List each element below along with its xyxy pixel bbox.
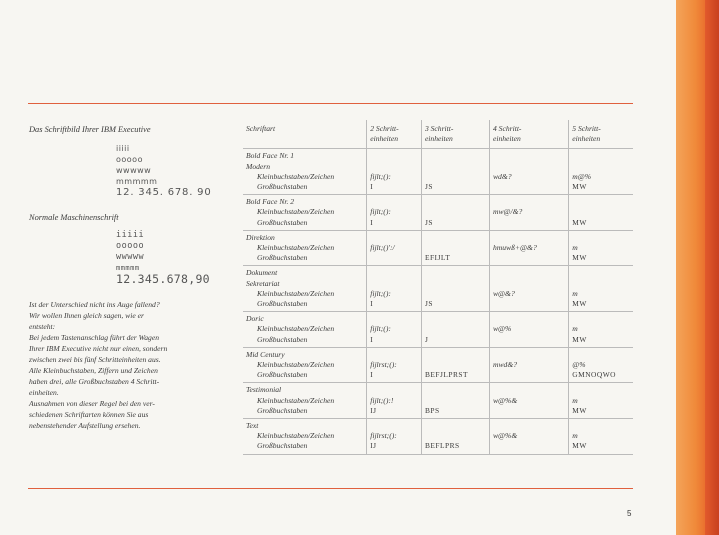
cell-c3 xyxy=(421,195,489,231)
sample-line: ooooo xyxy=(116,241,145,251)
cell-c5 xyxy=(569,149,633,195)
typeface-name: Sekretariat xyxy=(246,278,280,288)
col-header-schriftart: Schriftart xyxy=(243,120,367,149)
normal-title: Normale Maschinenschrift xyxy=(29,213,119,222)
char-list xyxy=(425,360,486,370)
char-category: Kleinbuchstaben/Zeichen xyxy=(257,288,335,298)
explanation-text xyxy=(29,299,219,431)
table-row xyxy=(243,266,633,312)
sample-line: mmmmm xyxy=(116,264,140,272)
char-list: m xyxy=(572,431,578,441)
typeface-cell xyxy=(243,347,367,383)
sample-line: iiiii xyxy=(116,144,130,153)
explanation-line: Bei jedem Tastenanschlag führt der Wagen xyxy=(29,333,159,342)
explanation-line: Alle Kleinbuchstaben, Ziffern und Zeichen xyxy=(29,366,158,375)
char-category: Kleinbuchstaben/Zeichen xyxy=(257,324,335,334)
cell-c2 xyxy=(367,230,422,266)
char-list: I xyxy=(370,182,374,192)
typeface-cell xyxy=(243,383,367,419)
typeface-cell xyxy=(243,230,367,266)
char-list: mw@/&? xyxy=(492,207,523,217)
char-list xyxy=(493,218,565,228)
typeface-name: Doric xyxy=(246,314,264,324)
cell-c4 xyxy=(489,266,568,312)
char-list: MW xyxy=(572,182,587,192)
char-category: Großbuchstaben xyxy=(257,441,308,451)
page-number: 5 xyxy=(627,509,632,518)
char-list: MW xyxy=(572,441,587,451)
char-list: BEFJLPRST xyxy=(424,370,469,380)
bottom-rule xyxy=(28,488,633,489)
sample-number: 12. 345. 678. 90 xyxy=(116,187,212,198)
char-list: MW xyxy=(572,217,587,227)
cell-c4 xyxy=(489,230,568,266)
char-category: Großbuchstaben xyxy=(257,299,308,309)
char-list xyxy=(425,172,486,182)
table-header-row xyxy=(243,120,633,149)
char-list: I xyxy=(370,217,374,227)
typeface-name: Dokument xyxy=(246,268,278,278)
explanation-line: zwischen zwei bis fünf Schritteinheiten aus. xyxy=(29,355,161,364)
typeface-name: Direktion xyxy=(246,232,275,242)
char-list: w@%& xyxy=(492,431,518,441)
char-list: EFIJLT xyxy=(424,253,451,263)
cell-c4 xyxy=(489,383,568,419)
char-list: fijlt;(): xyxy=(370,171,391,181)
dark-page-edge xyxy=(705,0,719,535)
char-list: MW xyxy=(572,334,587,344)
cell-c3 xyxy=(421,383,489,419)
cell-c4 xyxy=(489,347,568,383)
char-list: fijlt;():! xyxy=(370,395,394,405)
char-list: I xyxy=(370,334,374,344)
cell-c2 xyxy=(367,195,422,231)
char-list xyxy=(425,207,486,217)
char-list: JS xyxy=(424,217,433,227)
char-list: m xyxy=(572,395,578,405)
typeface-name: Bold Face Nr. 1 xyxy=(246,151,295,161)
cell-c2 xyxy=(367,149,422,195)
char-list: fijlt;(): xyxy=(370,324,391,334)
char-list: w@&? xyxy=(492,288,515,298)
char-category: Großbuchstaben xyxy=(257,217,308,227)
char-list: fijlt;(): xyxy=(370,288,391,298)
char-list: IJ xyxy=(370,405,377,415)
cell-c3 xyxy=(421,347,489,383)
typeface-name: Mid Century xyxy=(246,349,285,359)
char-category: Großbuchstaben xyxy=(257,253,308,263)
typeface-name: Bold Face Nr. 2 xyxy=(246,197,295,207)
cell-c5 xyxy=(569,230,633,266)
cell-c5 xyxy=(569,383,633,419)
col-header-4: 4 Schritt- einheiten xyxy=(489,120,568,149)
sample-line: wwwww xyxy=(116,166,152,175)
explanation-line: entsteht: xyxy=(29,322,56,331)
char-list: m xyxy=(572,324,578,334)
char-list xyxy=(493,441,565,451)
char-list xyxy=(425,289,486,299)
table-row xyxy=(243,195,633,231)
char-category: Kleinbuchstaben/Zeichen xyxy=(257,243,335,253)
char-list: JS xyxy=(424,299,433,309)
explanation-line: haben drei, alle Großbuchstaben 4 Schritt- xyxy=(29,377,160,386)
char-category: Kleinbuchstaben/Zeichen xyxy=(257,171,335,181)
explanation-line: Ist der Unterschied nicht ins Auge fallend? xyxy=(29,300,160,309)
typeface-cell xyxy=(243,312,367,348)
explanation-line: Ihrer IBM Executive nicht nur einen, sondern xyxy=(29,344,168,353)
cell-c3 xyxy=(421,149,489,195)
explanation-line: Wir wollen Ihnen gleich sagen, wie er xyxy=(29,311,144,320)
executive-sample xyxy=(116,143,219,198)
cell-c5 xyxy=(569,312,633,348)
char-list: JS xyxy=(424,182,433,192)
executive-title: Das Schriftbild Ihrer IBM Executive xyxy=(29,125,151,134)
char-list xyxy=(493,370,565,380)
char-list: mwd&? xyxy=(492,360,518,370)
char-category: Großbuchstaben xyxy=(257,182,308,192)
typeface-name: Modern xyxy=(246,161,271,171)
char-list: GMNOQWO xyxy=(572,370,617,380)
char-list xyxy=(572,207,630,217)
sample-number: 12.345.678,90 xyxy=(116,272,210,286)
char-list xyxy=(493,406,565,416)
char-list: IJ xyxy=(370,441,377,451)
char-list: MW xyxy=(572,253,587,263)
normal-sample xyxy=(116,230,219,285)
char-category: Großbuchstaben xyxy=(257,405,308,415)
explanation-line: einheiten. xyxy=(29,388,59,397)
char-category: Großbuchstaben xyxy=(257,334,308,344)
table-row xyxy=(243,419,633,455)
cell-c4 xyxy=(489,195,568,231)
cell-c3 xyxy=(421,419,489,455)
char-list xyxy=(425,324,486,334)
char-list xyxy=(493,335,565,345)
char-list: fijlrst;(): xyxy=(370,431,397,441)
char-category: Kleinbuchstaben/Zeichen xyxy=(257,207,335,217)
char-category: Kleinbuchstaben/Zeichen xyxy=(257,431,335,441)
char-list: m xyxy=(572,243,578,253)
char-list: fijlt;()':/ xyxy=(370,243,395,253)
typeface-cell xyxy=(243,419,367,455)
cell-c5 xyxy=(569,419,633,455)
top-rule xyxy=(28,103,633,104)
char-list xyxy=(425,243,486,253)
col-header-5: 5 Schritt- einheiten xyxy=(569,120,633,149)
char-list: fijlrst;(): xyxy=(370,360,397,370)
cell-c2 xyxy=(367,383,422,419)
char-list: I xyxy=(370,370,374,380)
sample-line: wwwww xyxy=(116,252,145,262)
table-row xyxy=(243,312,633,348)
cell-c3 xyxy=(421,230,489,266)
char-list: hmuwß+@&? xyxy=(492,243,537,253)
char-list xyxy=(493,299,565,309)
char-category: Kleinbuchstaben/Zeichen xyxy=(257,360,335,370)
cell-c2 xyxy=(367,419,422,455)
char-list: MW xyxy=(572,299,587,309)
table-row xyxy=(243,347,633,383)
char-list: fijlt;(): xyxy=(370,207,391,217)
sample-line: iiiii xyxy=(116,230,145,240)
char-list: @% xyxy=(572,360,586,370)
table-row xyxy=(243,230,633,266)
char-list: I xyxy=(370,299,374,309)
table-row xyxy=(243,383,633,419)
sample-line: mmmmm xyxy=(116,177,158,186)
cell-c4 xyxy=(489,419,568,455)
char-list: BEFLPRS xyxy=(424,441,460,451)
table-row xyxy=(243,149,633,195)
char-list: w@% xyxy=(492,324,512,334)
char-list xyxy=(493,182,565,192)
cell-c2 xyxy=(367,347,422,383)
char-list: MW xyxy=(572,405,587,415)
char-list xyxy=(370,253,418,263)
char-list xyxy=(425,396,486,406)
cell-c3 xyxy=(421,266,489,312)
explanation-line: nebenstehender Aufstellung ersehen. xyxy=(29,421,141,430)
left-column xyxy=(29,124,219,431)
typeface-name: Text xyxy=(246,421,259,431)
char-category: Großbuchstaben xyxy=(257,370,308,380)
col-header-2: 2 Schritt- einheiten xyxy=(367,120,422,149)
cell-c3 xyxy=(421,312,489,348)
char-category: Kleinbuchstaben/Zeichen xyxy=(257,395,335,405)
sample-line: ooooo xyxy=(116,155,143,164)
char-list: w@%& xyxy=(492,395,518,405)
typeface-cell xyxy=(243,266,367,312)
char-list xyxy=(425,431,486,441)
cell-c2 xyxy=(367,266,422,312)
typeface-cell xyxy=(243,195,367,231)
char-list: m xyxy=(572,288,578,298)
char-list: wd&? xyxy=(492,171,512,181)
char-list: BPS xyxy=(424,405,440,415)
explanation-line: Ausnahmen von dieser Regel bei den ver- xyxy=(29,399,155,408)
typeface-cell xyxy=(243,149,367,195)
char-list xyxy=(493,253,565,263)
typeface-name: Testimonial xyxy=(246,385,282,395)
typeface-table xyxy=(243,120,633,455)
cell-c4 xyxy=(489,312,568,348)
cell-c4 xyxy=(489,149,568,195)
char-list: J xyxy=(424,334,429,344)
cell-c5 xyxy=(569,195,633,231)
explanation-line: schiedenen Schriftarten können Sie aus xyxy=(29,410,149,419)
char-list: m@% xyxy=(572,171,592,181)
cell-c2 xyxy=(367,312,422,348)
cell-c5 xyxy=(569,347,633,383)
col-header-3: 3 Schritt- einheiten xyxy=(421,120,489,149)
cell-c5 xyxy=(569,266,633,312)
